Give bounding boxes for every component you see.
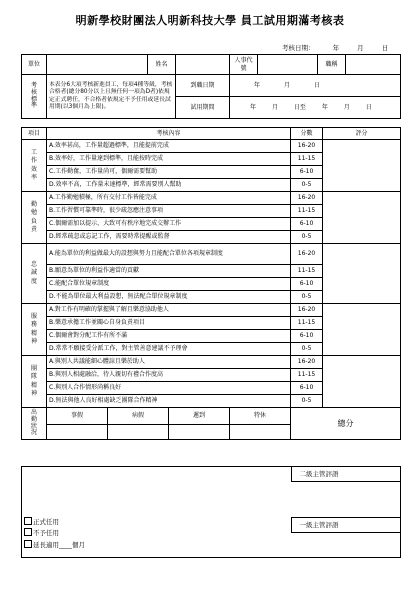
checkbox-icon[interactable] [24, 540, 32, 548]
rating-field[interactable] [323, 244, 401, 304]
personal-leave-label: 事假 [70, 412, 83, 420]
sick-leave-label: 病假 [131, 412, 144, 420]
criterion-text: A.效率甚高，工作量超過標準，且能提前完成 [47, 140, 291, 153]
date-month: 月 [357, 44, 364, 52]
score-range: 6-10 [291, 218, 323, 231]
score-range: 6-10 [291, 278, 323, 291]
hire-date-field[interactable] [230, 75, 401, 97]
score-range: 0-5 [291, 395, 323, 408]
hire-month: 月 [283, 81, 290, 89]
info-table [21, 54, 401, 119]
table-row [22, 356, 401, 369]
decision-option-label: 正式任用 [33, 517, 59, 526]
personal-leave-value[interactable] [47, 425, 107, 439]
rating-field[interactable] [323, 356, 401, 408]
first-level-comment-label: 一級主管評語 [291, 517, 401, 533]
position-field[interactable] [346, 55, 401, 75]
date-year: 年 [332, 44, 340, 52]
score-range: 0-5 [291, 291, 323, 304]
criterion-text: D.常常不願接受分派工作，對主管善意建議不予理會 [47, 343, 291, 356]
criteria-label: 考 核 標 準 [22, 75, 47, 119]
table-row [22, 304, 401, 317]
rating-header: 評分 [323, 128, 401, 140]
rating-field[interactable] [323, 140, 401, 192]
second-level-comment-label: 二級主管評語 [291, 467, 401, 482]
trial-end-day: 日 [365, 103, 372, 111]
section-label: 工 作 效 率 [22, 140, 47, 192]
trial-start-month: 月 [271, 103, 278, 111]
score-range: 0-5 [291, 179, 323, 192]
hire-year: 年 [254, 81, 261, 89]
unit-label: 單位 [22, 55, 47, 75]
criterion-text: C.與別人合作情形尚稱良好 [47, 382, 291, 395]
hire-day: 日 [313, 81, 320, 89]
sick-leave-value[interactable] [108, 425, 168, 439]
attendance-label: 出 勤 狀 況 [22, 408, 47, 440]
decision-option[interactable] [24, 517, 289, 528]
score-range: 16-20 [291, 244, 323, 265]
late-value[interactable] [169, 425, 229, 439]
form-title: 明新學校財團法人明新科技大學 員工試用期滿考核表 [75, 14, 345, 27]
position-label: 職稱 [318, 55, 346, 75]
criterion-text: C.偶爾需加以提示，大致可有秩序地完成交辦工作 [47, 218, 291, 231]
table-row [22, 192, 401, 205]
rating-field[interactable] [323, 192, 401, 244]
score-range: 0-5 [291, 343, 323, 356]
criterion-text: B.願意為單位的利益作適當的貢獻 [47, 265, 291, 278]
decision-option-label: 不予任用 [33, 529, 59, 538]
checkbox-icon[interactable] [24, 528, 32, 536]
section-label: 服 務 精 神 [22, 304, 47, 356]
trial-to: 日至 [293, 103, 306, 111]
sections-body [22, 140, 401, 408]
criterion-text: A.工作勤勉積極，所有交付工作皆能完成 [47, 192, 291, 205]
score-range: 0-5 [291, 231, 323, 244]
trial-end-year: 年 [321, 103, 328, 111]
review-date-line [282, 43, 388, 52]
criterion-text: A.與別人共議能細心體諒且樂於助人 [47, 356, 291, 369]
trial-field[interactable] [230, 97, 401, 119]
code-field[interactable] [258, 55, 318, 75]
trial-end-month: 月 [343, 103, 350, 111]
decision-option[interactable] [24, 540, 289, 551]
table-row [22, 244, 401, 265]
second-level-comment-field[interactable] [291, 481, 401, 517]
total-score-cell[interactable] [291, 408, 401, 440]
score-range: 11-15 [291, 369, 323, 382]
content-header: 考核內容 [47, 128, 291, 140]
criteria-text: 本表分6大項考核新進員工，每項4種等級，考核合格者(總分80分以上且無任何一項為D者)依規定正式聘任，不合格者依規定不予任用或延長試用期(以3個月為上限)。 [47, 75, 176, 119]
rating-field[interactable] [323, 304, 401, 356]
score-range: 6-10 [291, 382, 323, 395]
score-range: 16-20 [291, 140, 323, 153]
criterion-text: A.能為單位的利益做最大的設想與努力且能配合單位各項規章制度 [47, 244, 291, 265]
trial-start-year: 年 [250, 103, 257, 111]
attendance-values [47, 425, 291, 440]
section-label: 勤 勉 負 責 [22, 192, 47, 244]
annual-leave-value[interactable] [230, 425, 290, 439]
decision-option-label: 延長適用____個月 [33, 540, 85, 549]
section-label: 團 隊 精 神 [22, 356, 47, 408]
criterion-text: B.樂意承擔工作並關心自身負責項目 [47, 317, 291, 330]
decision-options [22, 467, 291, 558]
criterion-text: D.不能為單位最大利益設想，無法配合單位規章制度 [47, 291, 291, 304]
criterion-text: B.效率好，工作量達到標準，且能按時完成 [47, 153, 291, 166]
evaluation-table [21, 127, 401, 440]
first-level-comment-field[interactable] [291, 531, 401, 557]
unit-field[interactable] [47, 55, 148, 75]
score-range: 11-15 [291, 265, 323, 278]
score-range: 16-20 [291, 304, 323, 317]
score-range: 16-20 [291, 356, 323, 369]
review-table [21, 466, 401, 558]
criterion-text: B.工作習慣可靠準時，很少疏忽應注意事項 [47, 205, 291, 218]
score-range: 6-10 [291, 166, 323, 179]
criterion-text: D.經常疏忽或忘記工作，需要時常提醒或監督 [47, 231, 291, 244]
criterion-text: A.對工作有明確的掌握與了解且樂意協助他人 [47, 304, 291, 317]
review-date-label: 考核日期： [282, 44, 315, 52]
criterion-text: D.無法與他人良好相處缺乏團隊合作精神 [47, 395, 291, 408]
decision-option[interactable] [24, 528, 289, 539]
table-row [22, 140, 401, 153]
date-day: 日 [381, 44, 389, 52]
name-label: 姓名 [148, 55, 176, 75]
criterion-text: C.能配合單位規章制度 [47, 278, 291, 291]
options-list [24, 517, 289, 557]
item-header: 項目 [22, 128, 47, 140]
trial-label: 試用期間 [176, 97, 230, 119]
criterion-text: C.偶爾會對分配工作有所不滿 [47, 330, 291, 343]
hire-date-label: 到職日期 [176, 75, 230, 97]
criterion-text: C.工作勤奮，工作量尚可，偶爾需要幫助 [47, 166, 291, 179]
criterion-text: B.與別人相處融洽，待人親切有禮合作度高 [47, 369, 291, 382]
section-label: 忠 誠 度 [22, 244, 47, 304]
checkbox-icon[interactable] [24, 517, 32, 525]
supervisor-comments [291, 467, 401, 558]
late-label: 遲到 [192, 412, 205, 420]
total-score-label: 總分 [337, 418, 354, 428]
score-range: 11-15 [291, 317, 323, 330]
score-range: 11-15 [291, 205, 323, 218]
score-header: 分數 [291, 128, 323, 140]
name-field[interactable] [176, 55, 230, 75]
score-range: 6-10 [291, 330, 323, 343]
criterion-text: D.效率不高，工作量未達標準，經常需要別人幫助 [47, 179, 291, 192]
score-range: 11-15 [291, 153, 323, 166]
attendance-headers [47, 408, 291, 425]
score-range: 16-20 [291, 192, 323, 205]
code-label: 人事代號 [230, 55, 258, 75]
annual-leave-label: 特休 [253, 412, 266, 420]
